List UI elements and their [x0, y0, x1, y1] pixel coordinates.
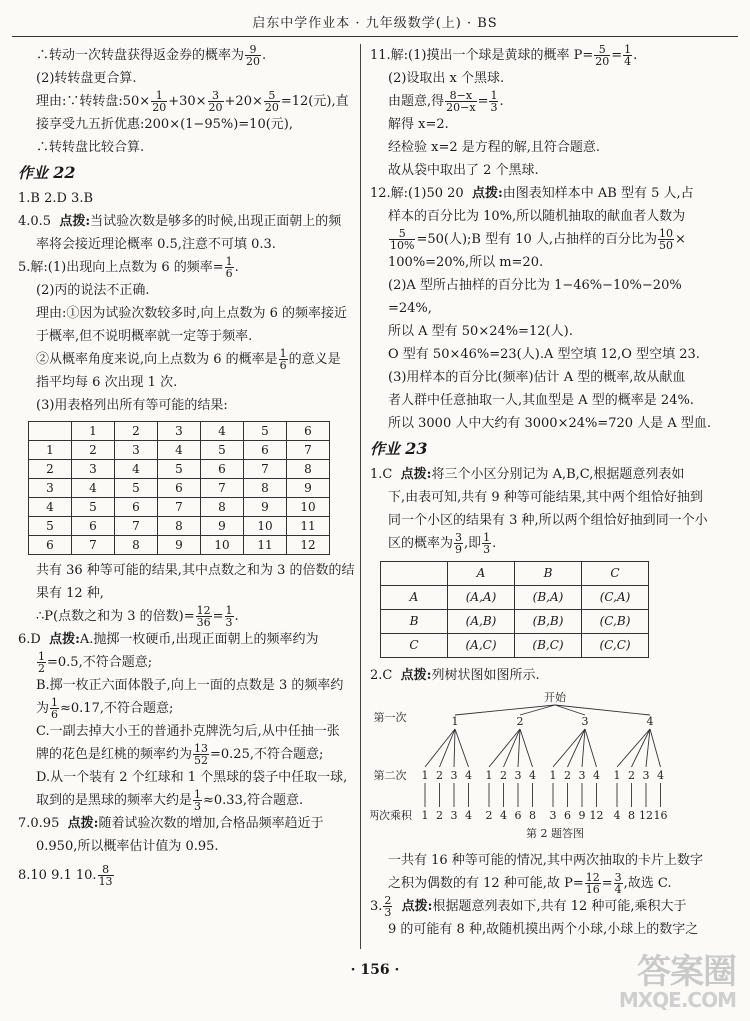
dice-table-cell: 3: [72, 460, 115, 479]
dice-table-cell: 1: [29, 441, 72, 460]
region-table-cell: C: [381, 634, 448, 658]
dice-table-cell: 9: [244, 498, 287, 517]
dice-table-cell: 6: [201, 460, 244, 479]
dice-table-cell: 9: [158, 536, 201, 555]
tree-branch: [585, 729, 597, 767]
tree-product-node: 4: [465, 809, 472, 822]
answer-text: 指平均每 6 次出现 1 次.: [36, 375, 178, 390]
region-table-row: [381, 586, 649, 610]
tree-row-label: 第一次: [373, 711, 407, 724]
dice-table-cell: 4: [158, 441, 201, 460]
tree-branch: [454, 729, 455, 767]
answer-text: 下,由表可知,共有 9 种等可能结果,其中两个组恰好抽到: [388, 490, 703, 505]
watermark-line1: 答案圈: [637, 952, 736, 992]
tree-second-node: 3: [514, 769, 522, 782]
dice-table-cell: 2: [29, 460, 72, 479]
region-table-cell: (A,B): [448, 610, 515, 634]
answer-text: (2)A 型所占抽样的百分比为 1−46%−10%−20%: [388, 278, 682, 293]
tree-product-node: 2: [485, 809, 493, 822]
answer-text: 3. $\frac{2}{3}$ 点拨:根据题意列表如下,共有 12 种可能,乘积大于: [370, 894, 687, 919]
answer-text: (3)用样本的百分比(频率)估计 A 型的概率,故从献血: [388, 370, 686, 385]
tree-second-node: 2: [500, 769, 507, 782]
answer-text: 理由:∵转转盘:50× $\frac{1}{20}$ +30× $\frac{3}{20}$ +20× $\frac{5}{20}$ =12(元),直: [36, 89, 349, 114]
dice-table-cell: 8: [115, 536, 158, 555]
dice-table-cell: 3: [115, 441, 158, 460]
answer-text: (2)转转盘更合算.: [36, 71, 137, 86]
answer-text: ∴转转盘比较合算.: [36, 140, 145, 155]
dice-table-cell: 5: [158, 460, 201, 479]
dice-table-cell: 3: [158, 422, 201, 441]
answer-text: 6.D 点拨:A.抛掷一枚硬币,出现正面朝上的频率约为: [18, 632, 319, 647]
region-table-cell: (C,B): [582, 610, 649, 634]
answer-text: 12.解:(1)50 20 点拨:由图表知样本中 AB 型有 5 人,占: [370, 186, 694, 201]
answer-text: 9 的可能有 8 种,故随机摸出两个小球,小球上的数字之: [388, 922, 699, 937]
tree-second-node: 2: [628, 769, 635, 782]
dice-table-cell: 10: [201, 536, 244, 555]
dice-table-cell: 10: [287, 498, 330, 517]
tree-first-node: 4: [646, 715, 654, 728]
tree-product-node: 2: [436, 809, 443, 822]
column-divider: [360, 44, 361, 949]
dice-table-cell: 6: [115, 498, 158, 517]
answer-text: 所以 3000 人中大约有 3000×24%=720 人是 A 型血.: [388, 416, 711, 431]
answer-text: 理由:①因为试验次数较多时,向上点数为 6 的频率接近: [36, 306, 348, 321]
tree-second-node: 1: [421, 769, 429, 782]
answer-text: 故从袋中取出了 2 个黑球.: [388, 163, 539, 178]
region-table-cell: A: [448, 562, 515, 586]
region-table-row: [381, 610, 649, 634]
dice-table-cell: 5: [115, 479, 158, 498]
answer-text: 由题意,得 $\frac{8-x}{20-x}$ = $\frac{1}{3}$ .: [388, 89, 504, 114]
dice-table-row: [29, 517, 330, 536]
watermark-logo: [618, 952, 736, 1012]
tree-product-node: 8: [529, 809, 536, 822]
region-table-row: [381, 634, 649, 658]
answer-text: 取到的是黑球的频率大约是 $\frac{1}{3}$ ≈0.33,符合题意.: [36, 788, 304, 813]
answer-text: (2)设取出 x 个黑球.: [388, 71, 505, 86]
tree-branch: [518, 729, 520, 767]
answer-text: 共有 36 种等可能的结果,其中点数之和为 3 的倍数的结: [36, 563, 355, 578]
answer-text: 样本的百分比为 10%,所以随机抽取的献血者人数为: [388, 209, 686, 224]
dice-table-cell: 7: [244, 460, 287, 479]
tree-branch: [455, 729, 469, 767]
answer-text: 1.B 2.D 3.B: [18, 191, 94, 206]
dice-table-cell: 9: [201, 517, 244, 536]
page-header: 启东中学作业本 · 九年级数学(上) · BS: [252, 16, 498, 31]
answer-text: D.从一个装有 2 个红球和 1 个黑球的袋子中任取一球,: [36, 770, 348, 785]
dice-table-cell: 7: [287, 441, 330, 460]
answer-text: 5.解:(1)出现向上点数为 6 的频率= $\frac{1}{6}$ .: [18, 255, 239, 280]
tree-product-node: 6: [564, 809, 571, 822]
answer-text: 之积为偶数的有 12 种可能,故 P= $\frac{12}{16}$ = $\frac{3}{4}$ ,故选 C.: [388, 871, 672, 896]
tree-second-node: 2: [436, 769, 443, 782]
section-title-23: 作业 23: [370, 439, 428, 458]
dice-table-cell: 11: [244, 536, 287, 555]
answer-text: 100%=20%,所以 m=20.: [388, 255, 544, 270]
region-table-cell: (A,C): [448, 634, 515, 658]
tree-second-node: 2: [564, 769, 571, 782]
right-column: [370, 44, 710, 941]
tree-product-node: 6: [514, 809, 522, 822]
dice-table-cell: 4: [115, 460, 158, 479]
tree-product-node: 12: [589, 809, 604, 822]
dice-table-cell: 6: [29, 536, 72, 555]
answer-text: 经检验 x=2 是方程的解,且符合题意.: [388, 140, 601, 155]
dice-sum-table: [28, 421, 330, 555]
answer-text: C.一副去掉大小王的普通扑克牌洗匀后,从中任抽一张: [36, 724, 340, 739]
answer-text: 11.解:(1)摸出一个球是黄球的概率 P= $\frac{5}{20}$ = $\frac{1}{4}$ .: [370, 43, 638, 68]
answer-text: (3)用表格列出所有等可能的结果:: [36, 398, 228, 413]
dice-table-cell: 12: [287, 536, 330, 555]
header-rule: [12, 36, 738, 37]
tree-branch: [650, 729, 661, 767]
dice-table-cell: 5: [244, 422, 287, 441]
tree-branch: [646, 729, 650, 767]
tree-branch: [632, 729, 651, 767]
dice-table-row: [29, 536, 330, 555]
region-pair-table: [380, 561, 649, 658]
answer-text: $\frac{5}{10\%}$ =50(人);B 型有 10 人,占抽样的百分比为 $\frac{10}{50}$ ×: [390, 227, 686, 252]
answer-text: O 型有 50×46%=23(人).A 型空填 12,O 型空填 23.: [388, 347, 700, 362]
dice-table-cell: 4: [201, 422, 244, 441]
answer-text: 同一个小区的结果有 3 种,所以两个组恰好抽到同一个小: [388, 513, 708, 528]
dice-table-cell: 7: [201, 479, 244, 498]
answer-text: 区的概率为 $\frac{3}{9}$ ,即 $\frac{1}{3}$ .: [388, 531, 497, 556]
tree-diagram: [370, 691, 710, 841]
dice-table-cell: 10: [244, 517, 287, 536]
region-table-row: [381, 562, 649, 586]
dice-table-cell: 8: [201, 498, 244, 517]
answer-text: 者人群中任意抽取一人,其血型是 A 型的概率是 24%.: [388, 393, 694, 408]
tree-branch: [425, 729, 455, 767]
tree-branch: [455, 705, 555, 715]
dice-table-cell: 4: [72, 479, 115, 498]
answer-text: 一共有 16 种等可能的情况,其中两次抽取的卡片上数字: [388, 853, 703, 868]
tree-product-node: 1: [421, 809, 429, 822]
tree-first-node: 2: [516, 715, 524, 728]
tree-second-node: 1: [613, 769, 621, 782]
dice-table-row: [29, 498, 330, 517]
answer-text: ∴转动一次转盘获得返金券的概率为 $\frac{9}{20}$ .: [36, 43, 267, 68]
tree-product-node: 8: [628, 809, 635, 822]
dice-table-row: [29, 422, 330, 441]
left-column: [18, 44, 358, 887]
region-table-cell: B: [515, 562, 582, 586]
tree-second-node: 3: [578, 769, 586, 782]
answer-text: 解得 x=2.: [388, 117, 449, 132]
answer-text: 所以 A 型有 50×24%=12(人).: [388, 324, 573, 339]
dice-table-cell: 8: [244, 479, 287, 498]
dice-table-cell: 7: [115, 517, 158, 536]
tree-start-label: 开始: [544, 691, 566, 704]
region-table-cell: (B,A): [515, 586, 582, 610]
dice-table-cell: 8: [287, 460, 330, 479]
tree-product-node: 4: [500, 809, 507, 822]
dice-table-cell: [29, 422, 72, 441]
page-number: · 156 ·: [350, 962, 400, 978]
dice-table-cell: 9: [287, 479, 330, 498]
dice-table-cell: 3: [29, 479, 72, 498]
region-table-cell: [381, 562, 448, 586]
answer-text: 7.0.95 点拨:随着试验次数的增加,合格品频率趋近于: [18, 816, 324, 831]
dice-table-cell: 2: [115, 422, 158, 441]
dice-table-cell: 4: [29, 498, 72, 517]
tree-second-node: 4: [657, 769, 664, 782]
tree-first-node: 1: [451, 715, 459, 728]
answer-text: =24%,: [388, 301, 432, 316]
dice-table-cell: 7: [72, 536, 115, 555]
tree-second-node: 4: [593, 769, 600, 782]
answer-text: ②从概率角度来说,向上点数为 6 的概率是 $\frac{1}{6}$ 的意义是: [36, 347, 341, 372]
tree-branch: [553, 729, 585, 767]
section-title-22: 作业 22: [18, 163, 76, 182]
answer-text: 8.10 9.1 10. $\frac{8}{13}$: [18, 863, 113, 888]
region-table-cell: (C,A): [582, 586, 649, 610]
dice-table-cell: 2: [72, 441, 115, 460]
region-table-cell: C: [582, 562, 649, 586]
answer-text: 接享受九五折优惠:200×(1−95%)=10(元),: [36, 117, 293, 132]
dice-table-cell: 1: [72, 422, 115, 441]
tree-product-node: 3: [549, 809, 557, 822]
fraction: $\frac{9}{20}$: [246, 43, 261, 68]
tree-branch: [504, 729, 521, 767]
region-table-cell: (A,A): [448, 586, 515, 610]
answer-text: 为 $\frac{1}{6}$ ≈0.17,不符合题意;: [36, 696, 174, 721]
region-table-cell: (B,C): [515, 634, 582, 658]
dice-table-cell: 5: [72, 498, 115, 517]
answer-text: 果有 12 种,: [36, 586, 104, 601]
tree-second-node: 4: [529, 769, 536, 782]
tree-row-label: 两次乘积: [370, 809, 412, 822]
dice-table-row: [29, 479, 330, 498]
tree-product-node: 9: [578, 809, 586, 822]
dice-table-cell: 6: [72, 517, 115, 536]
answer-text: 牌的花色是红桃的频率约为 $\frac{13}{52}$ =0.25,不符合题意;: [36, 742, 324, 767]
dice-table-cell: 7: [158, 498, 201, 517]
dice-table-row: [29, 460, 330, 479]
answer-text: ∴P(点数之和为 3 的倍数)= $\frac{12}{36}$ = $\frac{1}{3}$ .: [36, 604, 239, 629]
tree-caption: 第 2 题答图: [526, 827, 584, 840]
tree-product-node: 12: [639, 809, 653, 822]
tree-branch: [520, 729, 533, 767]
region-table-cell: B: [381, 610, 448, 634]
answer-text: B.掷一枚正六面体骰子,向上一面的点数是 3 的频率约: [36, 678, 344, 693]
tree-branch: [440, 729, 456, 767]
watermark-line2: MXQE.COM: [618, 988, 736, 1012]
answer-text: (2)丙的说法不正确.: [36, 283, 150, 298]
tree-second-node: 1: [485, 769, 493, 782]
region-table-cell: A: [381, 586, 448, 610]
tree-first-node: 3: [581, 715, 589, 728]
tree-branch: [489, 729, 520, 767]
answer-text: 0.950,所以概率估计值为 0.95.: [36, 839, 219, 854]
region-table-cell: (B,B): [515, 610, 582, 634]
answer-text: $\frac{1}{2}$ =0.5,不符合题意;: [38, 650, 153, 675]
dice-table-cell: 8: [158, 517, 201, 536]
answer-text: 4.0.5 点拨:当试验次数是够多的时候,出现正面朝上的频: [18, 214, 342, 229]
tree-product-node: 16: [653, 809, 668, 822]
tree-second-node: 1: [549, 769, 557, 782]
tree-second-node: 4: [465, 769, 472, 782]
dice-table-cell: 6: [244, 441, 287, 460]
answer-text: 2.C 点拨:列树状图如图所示.: [370, 668, 540, 683]
dice-table-cell: 6: [158, 479, 201, 498]
region-table-cell: (C,C): [582, 634, 649, 658]
answer-text: 于概率,但不说明概率就一定等于频率.: [36, 329, 253, 344]
tree-second-node: 3: [450, 769, 458, 782]
tree-second-node: 3: [642, 769, 650, 782]
tree-product-node: 3: [450, 809, 458, 822]
dice-table-cell: 11: [287, 517, 330, 536]
dice-table-cell: 5: [201, 441, 244, 460]
dice-table-cell: 5: [29, 517, 72, 536]
answer-text: 1.C 点拨:将三个小区分别记为 A,B,C,根据题意列表如: [370, 467, 685, 482]
dice-table-row: [29, 441, 330, 460]
answer-text: 率将会接近理论概率 0.5,注意不可填 0.3.: [36, 237, 276, 252]
tree-branch: [617, 729, 650, 767]
dice-table-cell: 6: [287, 422, 330, 441]
tree-product-node: 4: [613, 809, 621, 822]
tree-row-label: 第二次: [373, 769, 407, 782]
